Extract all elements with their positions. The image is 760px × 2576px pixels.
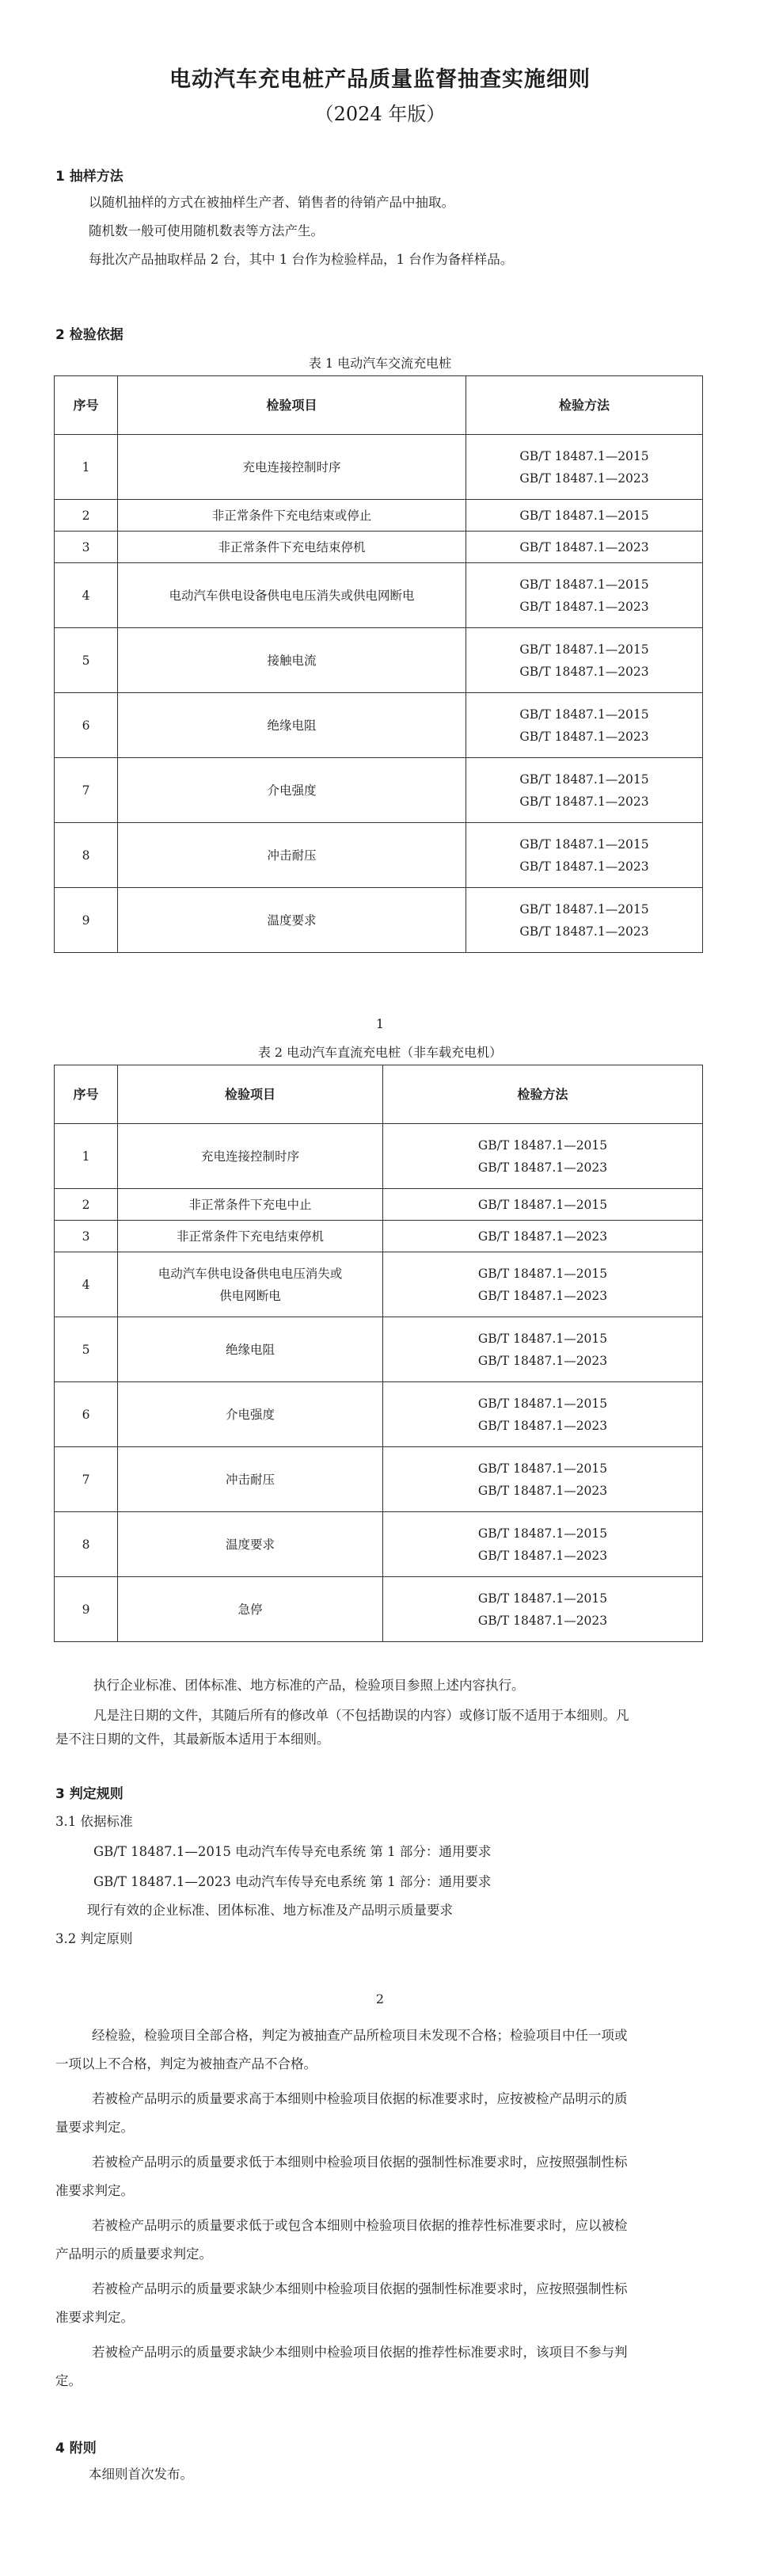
page-number: 1 xyxy=(375,1016,385,1031)
table-row xyxy=(55,823,703,888)
row-number: 8 xyxy=(55,823,118,888)
inspection-method xyxy=(466,435,703,500)
row-number: 5 xyxy=(55,628,118,693)
row-number: 6 xyxy=(55,1382,118,1447)
method-standard: GB/T 18487.1—2015 xyxy=(477,1197,608,1212)
inspection-item-line: 电动汽车供电设备供电电压消失或 xyxy=(158,1266,343,1281)
inspection-item: 冲击耐压 xyxy=(118,1447,383,1512)
method-standard: GB/T 18487.1—2023 xyxy=(519,859,649,874)
section-1-heading: 1 抽样方法 xyxy=(55,169,124,185)
table-row xyxy=(55,693,703,758)
method-standard: GB/T 18487.1—2015 xyxy=(519,836,649,852)
judgement-paragraph: 若被检产品明示的质量要求缺少本细则中检验项目依据的推荐性标准要求时，该项目不参与判 xyxy=(92,2345,628,2360)
judgement-paragraph: 产品明示的质量要求判定。 xyxy=(55,2246,212,2262)
table-row xyxy=(55,1317,703,1382)
judgement-paragraph: 若被检产品明示的质量要求缺少本细则中检验项目依据的强制性标准要求时，应按照强制性标 xyxy=(92,2281,628,2296)
method-standard: GB/T 18487.1—2015 xyxy=(519,508,649,523)
method-standard: GB/T 18487.1—2023 xyxy=(477,1160,608,1175)
method-standard: GB/T 18487.1—2023 xyxy=(477,1288,608,1303)
note-paragraph: 执行企业标准、团体标准、地方标准的产品，检验项目参照上述内容执行。 xyxy=(93,1678,525,1693)
method-standard: GB/T 18487.1—2015 xyxy=(519,577,649,592)
table-row xyxy=(55,1447,703,1512)
column-header: 检验方法 xyxy=(466,376,703,435)
inspection-method xyxy=(383,1447,703,1512)
standard-reference: 现行有效的企业标准、团体标准、地方标准及产品明示质量要求 xyxy=(87,1903,453,1918)
document-subtitle: （2024 年版） xyxy=(314,103,446,125)
inspection-method xyxy=(383,1382,703,1447)
method-standard: GB/T 18487.1—2023 xyxy=(477,1353,608,1368)
judgement-paragraph: 若被检产品明示的质量要求低于或包含本细则中检验项目依据的推荐性标准要求时，应以被检 xyxy=(92,2218,628,2233)
method-standard: GB/T 18487.1—2015 xyxy=(477,1331,608,1346)
judgement-paragraph: 经检验，检验项目全部合格，判定为被抽查产品所检项目未发现不合格；检验项目中任一项或 xyxy=(92,2028,628,2043)
table-row xyxy=(55,888,703,953)
inspection-method xyxy=(466,532,703,563)
judgement-paragraph: 一项以上不合格，判定为被抽查产品不合格。 xyxy=(55,2056,317,2071)
method-standard: GB/T 18487.1—2015 xyxy=(477,1396,608,1411)
table-row xyxy=(55,532,703,563)
column-header: 检验方法 xyxy=(383,1065,703,1124)
inspection-method xyxy=(466,823,703,888)
inspection-method xyxy=(466,500,703,532)
inspection-method xyxy=(466,693,703,758)
method-standard: GB/T 18487.1—2023 xyxy=(519,471,649,486)
section-3-heading: 3 判定规则 xyxy=(55,1786,124,1802)
row-number: 3 xyxy=(55,1221,118,1252)
row-number: 4 xyxy=(55,563,118,628)
inspection-method xyxy=(383,1252,703,1317)
method-standard: GB/T 18487.1—2023 xyxy=(519,729,649,744)
table-row xyxy=(55,1512,703,1577)
standard-reference: GB/T 18487.1—2015 电动汽车传导充电系统 第 1 部分：通用要求 xyxy=(93,1844,492,1859)
table-row xyxy=(55,1252,703,1317)
judgement-paragraph: 若被检产品明示的质量要求低于本细则中检验项目依据的强制性标准要求时，应按照强制性标 xyxy=(92,2155,628,2170)
column-header: 序号 xyxy=(55,1065,118,1124)
section-1-paragraph: 每批次产品抽取样品 2 台，其中 1 台作为检验样品，1 台作为备样样品。 xyxy=(89,252,514,267)
table-row xyxy=(55,758,703,823)
table-header-row xyxy=(55,376,703,435)
method-standard: GB/T 18487.1—2015 xyxy=(477,1591,608,1606)
method-standard: GB/T 18487.1—2023 xyxy=(477,1613,608,1628)
inspection-item: 温度要求 xyxy=(118,888,466,953)
inspection-item: 温度要求 xyxy=(118,1512,383,1577)
method-standard: GB/T 18487.1—2015 xyxy=(519,448,649,463)
table-row xyxy=(55,435,703,500)
section-4-paragraph: 本细则首次发布。 xyxy=(89,2467,193,2482)
inspection-method xyxy=(383,1317,703,1382)
method-standard: GB/T 18487.1—2015 xyxy=(477,1526,608,1541)
inspection-method xyxy=(466,563,703,628)
table-2-caption: 表 2 电动汽车直流充电桩（非车载充电机） xyxy=(257,1045,503,1060)
row-number: 1 xyxy=(55,435,118,500)
judgement-paragraph: 准要求判定。 xyxy=(55,2183,134,2198)
row-number: 3 xyxy=(55,532,118,563)
table-1 xyxy=(54,375,703,953)
method-standard: GB/T 18487.1—2015 xyxy=(519,707,649,722)
subsection-heading: 3.2 判定原则 xyxy=(55,1931,133,1946)
inspection-item: 非正常条件下充电结束停机 xyxy=(118,1221,383,1252)
inspection-item: 绝缘电阻 xyxy=(118,693,466,758)
method-standard: GB/T 18487.1—2023 xyxy=(519,924,649,939)
row-number: 9 xyxy=(55,888,118,953)
method-standard: GB/T 18487.1—2015 xyxy=(519,901,649,916)
section-2-heading: 2 检验依据 xyxy=(55,327,124,343)
table-row xyxy=(55,1124,703,1189)
judgement-paragraph: 定。 xyxy=(55,2373,82,2388)
inspection-item: 冲击耐压 xyxy=(118,823,466,888)
table-row xyxy=(55,1382,703,1447)
inspection-item: 急停 xyxy=(118,1577,383,1642)
row-number: 7 xyxy=(55,1447,118,1512)
row-number: 9 xyxy=(55,1577,118,1642)
method-standard: GB/T 18487.1—2015 xyxy=(519,772,649,787)
method-standard: GB/T 18487.1—2015 xyxy=(477,1137,608,1153)
judgement-paragraph: 准要求判定。 xyxy=(55,2310,134,2325)
inspection-method xyxy=(383,1189,703,1221)
inspection-method xyxy=(466,888,703,953)
inspection-item xyxy=(118,1252,383,1317)
method-standard: GB/T 18487.1—2023 xyxy=(477,1418,608,1433)
inspection-method xyxy=(383,1577,703,1642)
inspection-item: 电动汽车供电设备供电电压消失或供电网断电 xyxy=(118,563,466,628)
inspection-method xyxy=(383,1512,703,1577)
subsection-heading: 3.1 依据标准 xyxy=(55,1814,133,1829)
document-title: 电动汽车充电桩产品质量监督抽查实施细则 xyxy=(169,67,591,92)
inspection-item: 绝缘电阻 xyxy=(118,1317,383,1382)
inspection-item: 充电连接控制时序 xyxy=(118,435,466,500)
inspection-item-line: 供电网断电 xyxy=(219,1288,281,1303)
method-standard: GB/T 18487.1—2015 xyxy=(519,642,649,657)
inspection-item: 充电连接控制时序 xyxy=(118,1124,383,1189)
inspection-method xyxy=(383,1124,703,1189)
row-number: 5 xyxy=(55,1317,118,1382)
note-paragraph: 凡是注日期的文件，其随后所有的修改单（不包括勘误的内容）或修订版不适用于本细则。凡 xyxy=(93,1708,629,1723)
method-standard: GB/T 18487.1—2015 xyxy=(477,1461,608,1476)
inspection-item: 介电强度 xyxy=(118,758,466,823)
inspection-item: 非正常条件下充电结束停机 xyxy=(118,532,466,563)
judgement-paragraph: 若被检产品明示的质量要求高于本细则中检验项目依据的标准要求时，应按被检产品明示的质 xyxy=(92,2091,628,2106)
judgement-paragraph: 量要求判定。 xyxy=(55,2120,134,2135)
table-header-row xyxy=(55,1065,703,1124)
column-header: 检验项目 xyxy=(118,1065,383,1124)
row-number: 2 xyxy=(55,500,118,532)
inspection-method xyxy=(383,1221,703,1252)
column-header: 检验项目 xyxy=(118,376,466,435)
table-row xyxy=(55,1577,703,1642)
table-row xyxy=(55,1189,703,1221)
inspection-item: 非正常条件下充电中止 xyxy=(118,1189,383,1221)
method-standard: GB/T 18487.1—2023 xyxy=(519,539,649,554)
method-standard: GB/T 18487.1—2023 xyxy=(477,1548,608,1563)
row-number: 8 xyxy=(55,1512,118,1577)
column-header: 序号 xyxy=(55,376,118,435)
inspection-item: 非正常条件下充电结束或停止 xyxy=(118,500,466,532)
inspection-method xyxy=(466,758,703,823)
table-1-caption: 表 1 电动汽车交流充电桩 xyxy=(308,356,452,371)
method-standard: GB/T 18487.1—2015 xyxy=(477,1266,608,1281)
section-4-heading: 4 附则 xyxy=(55,2441,97,2456)
table-row xyxy=(55,628,703,693)
method-standard: GB/T 18487.1—2023 xyxy=(519,664,649,679)
row-number: 2 xyxy=(55,1189,118,1221)
row-number: 4 xyxy=(55,1252,118,1317)
row-number: 6 xyxy=(55,693,118,758)
table-2 xyxy=(54,1065,703,1642)
method-standard: GB/T 18487.1—2023 xyxy=(519,794,649,809)
method-standard: GB/T 18487.1—2023 xyxy=(519,599,649,614)
method-standard: GB/T 18487.1—2023 xyxy=(477,1229,608,1244)
section-1-paragraph: 以随机抽样的方式在被抽样生产者、销售者的待销产品中抽取。 xyxy=(89,195,454,210)
method-standard: GB/T 18487.1—2023 xyxy=(477,1483,608,1498)
inspection-item: 介电强度 xyxy=(118,1382,383,1447)
section-1-paragraph: 随机数一般可使用随机数表等方法产生。 xyxy=(89,223,324,238)
row-number: 1 xyxy=(55,1124,118,1189)
table-row xyxy=(55,563,703,628)
standard-reference: GB/T 18487.1—2023 电动汽车传导充电系统 第 1 部分：通用要求 xyxy=(93,1874,492,1889)
page-number: 2 xyxy=(375,1991,385,2006)
table-row xyxy=(55,500,703,532)
table-row xyxy=(55,1221,703,1252)
inspection-item: 接触电流 xyxy=(118,628,466,693)
note-paragraph: 是不注日期的文件，其最新版本适用于本细则。 xyxy=(55,1732,330,1747)
inspection-method xyxy=(466,628,703,693)
row-number: 7 xyxy=(55,758,118,823)
